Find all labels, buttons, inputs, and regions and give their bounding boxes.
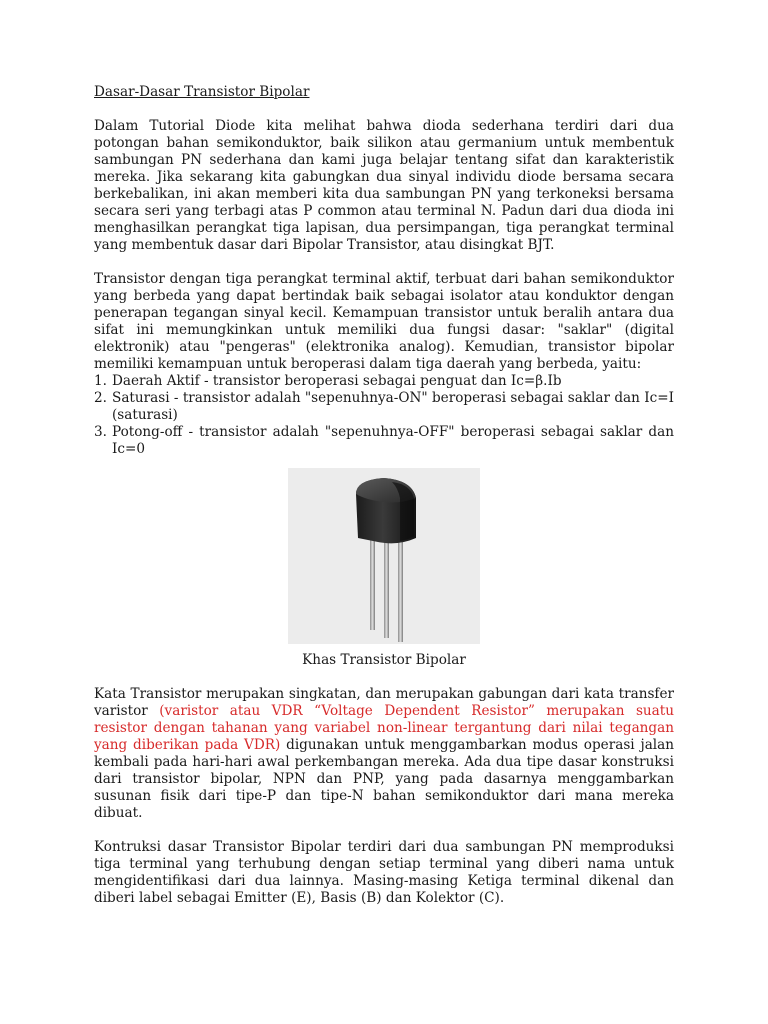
figure-caption: Khas Transistor Bipolar xyxy=(302,652,466,668)
transistor-illustration xyxy=(288,468,480,644)
page-title: Dasar-Dasar Transistor Bipolar xyxy=(94,84,310,100)
leg-base xyxy=(384,536,389,638)
list-text: Daerah Aktif - transistor beroperasi sebagai penguat dan Ic=β.Ib xyxy=(112,373,562,389)
transistor-photo xyxy=(288,468,480,644)
list-item xyxy=(94,373,674,390)
list-number: 2. xyxy=(94,390,107,406)
list-text: Potong-off - transistor adalah "sepenuhnya-OFF" beroperasi sebagai saklar dan Ic=0 xyxy=(112,424,674,457)
list-item xyxy=(94,424,674,458)
paragraph-construction: Kontruksi dasar Transistor Bipolar terdiri dari dua sambungan PN memproduksi tiga terminal yang terhubung dengan setiap terminal yang diberi nama untuk mengidentifikasi dari dua lainnya. Masing-masing Ketiga terminal dikenal dan diberi label sebagai Emitter (E), Basis (B) dan Kolektor (C). xyxy=(94,839,674,906)
list-number: 1. xyxy=(94,373,107,389)
leg-emitter xyxy=(370,536,375,630)
list-text: Saturasi - transistor adalah "sepenuhnya-ON" beroperasi sebagai saklar dan Ic=I (saturasi) xyxy=(112,390,674,423)
paragraph-intro: Dalam Tutorial Diode kita melihat bahwa dioda sederhana terdiri dari dua potongan bahan semikonduktor, baik silikon atau germanium untuk membentuk sambungan PN sederhana dan kami juga belajar tentang sifat dan karakteristik mereka. Jika sekarang kita gabungkan dua sinyal individu diode bersama secara berkebalikan, ini akan memberi kita dua sambungan PN yang terkoneksi bersama secara seri yang terbagi atas P common atau terminal N. Padun dari dua dioda ini menghasilkan perangkat tiga lapisan, dua persimpangan, tiga perangkat terminal yang membentuk dasar dari Bipolar Transistor, atau disingkat BJT. xyxy=(94,118,674,253)
paragraph-transistor: Transistor dengan tiga perangkat terminal aktif, terbuat dari bahan semikonduktor yang berbeda yang dapat bertindak baik sebagai isolator atau konduktor dengan penerapan tegangan sinyal kecil. Kemampuan transistor untuk beralih antara dua sifat ini memungkinkan untuk memiliki dua fungsi dasar: "saklar" (digital elektronik) atau "pengeras" (elektronika analog). Kemudian, transistor bipolar memiliki kemampuan untuk beroperasi dalam tiga daerah yang berbeda, yaitu: xyxy=(94,271,674,372)
paragraph-etymology xyxy=(94,686,674,822)
paragraph-etymology-start: Kata Transistor merupakan singkatan, dan merupakan gabungan dari kata transfer varistor xyxy=(94,686,674,719)
leg-collector xyxy=(398,534,403,642)
paragraph-etymology-end: digunakan untuk menggambarkan modus operasi jalan kembali pada hari-hari awal perkembangan mereka. Ada dua tipe dasar konstruksi dari transistor bipolar, NPN dan PNP, yang pada dasarnya menggambarkan susunan fisik dari tipe-P dan tipe-N bahan semikonduktor dari mana mereka dibuat. xyxy=(94,737,674,821)
list-number: 3. xyxy=(94,424,107,440)
vdr-highlight: (varistor atau VDR “Voltage Dependent Resistor” merupakan suatu resistor dengan tahanan yang variabel non-linear tergantung dari nilai tegangan yang diberikan pada VDR) xyxy=(94,703,674,753)
operating-regions-list xyxy=(94,373,674,458)
list-item xyxy=(94,390,674,424)
transistor-figure xyxy=(288,468,480,669)
